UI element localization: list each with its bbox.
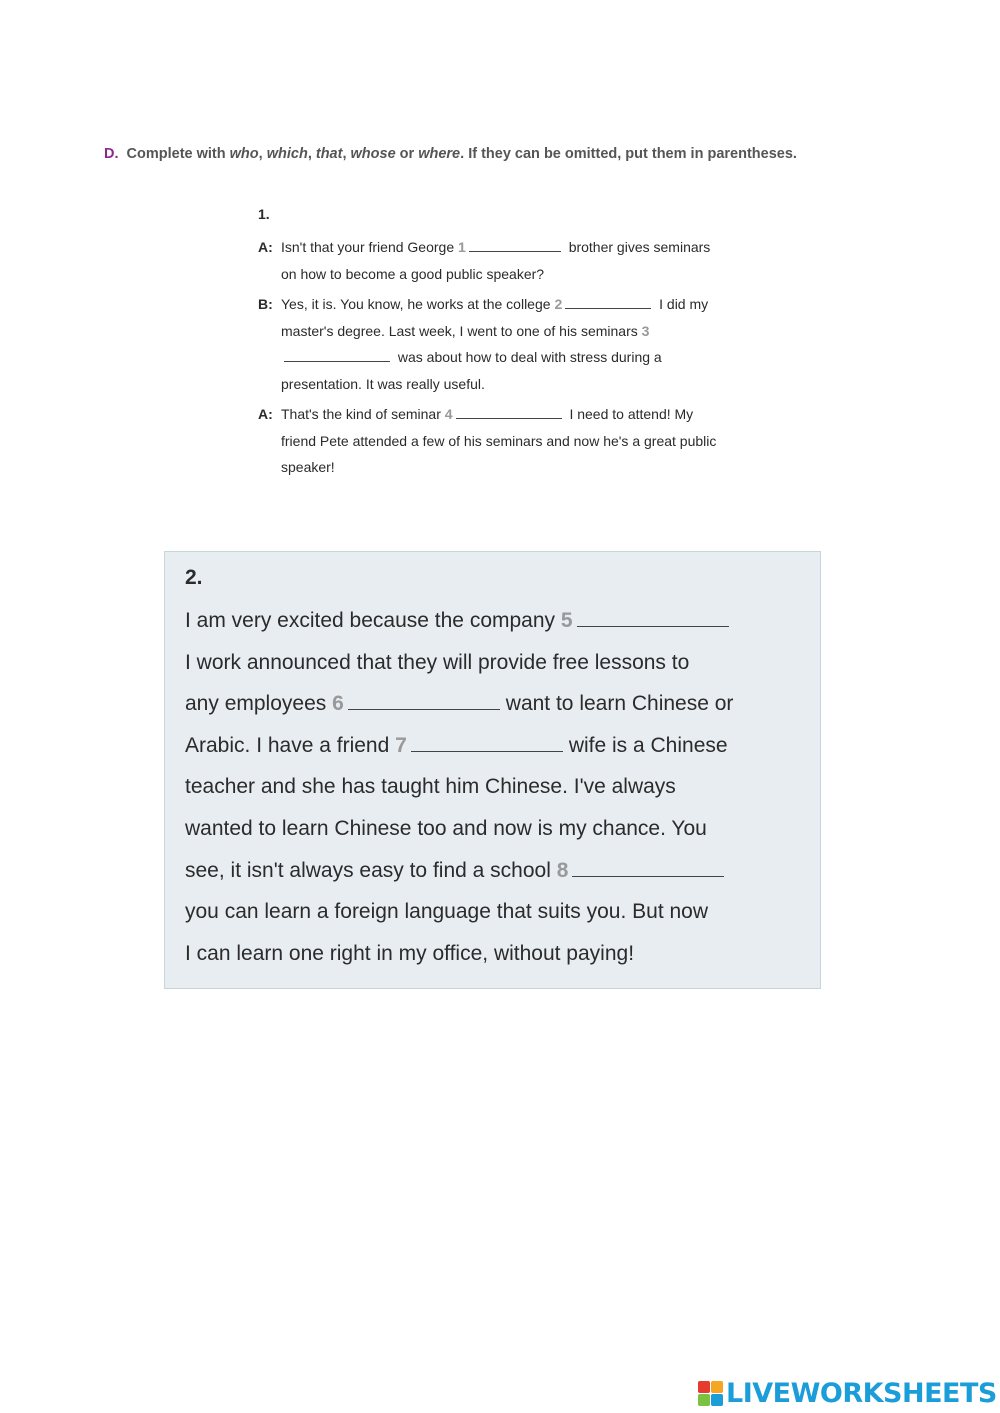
logo-square xyxy=(711,1381,723,1393)
logo-square xyxy=(698,1381,710,1393)
dialogue-turn: B: Yes, it is. You know, he works at the college 2 I did my master's degree. Last week, I went to one of his seminars 3 was about how to deal with stress during a presentation. It was really useful. xyxy=(258,291,718,397)
answer-blank-5[interactable] xyxy=(577,608,729,627)
answer-blank-6[interactable] xyxy=(348,691,500,710)
answer-blank-2[interactable] xyxy=(565,294,651,309)
exercise-2-box xyxy=(164,551,821,989)
logo-text: LIVEWORKSHEETS xyxy=(726,1377,997,1409)
dialogue-turn: A: That's the kind of seminar 4 I need to attend! My friend Pete attended a few of his seminars and now he's a great public speaker! xyxy=(258,401,718,481)
text-line: I am very excited because the company 5 xyxy=(185,600,800,642)
text-line: teacher and she has taught him Chinese. I've always xyxy=(185,775,676,799)
exercise-1-dialogue xyxy=(258,206,718,485)
gap-number: 3 xyxy=(641,322,650,339)
text-line: wanted to learn Chinese too and now is my chance. You xyxy=(185,816,707,840)
text-line: I can learn one right in my office, without paying! xyxy=(185,941,635,965)
answer-blank-8[interactable] xyxy=(572,858,724,877)
speaker-label: A: xyxy=(258,406,273,422)
answer-blank-7[interactable] xyxy=(411,733,563,752)
answer-blank-3[interactable] xyxy=(284,347,390,362)
gap-number: 7 xyxy=(395,733,407,757)
exercise-number: 2. xyxy=(185,566,203,589)
liveworksheets-logo xyxy=(698,1378,997,1408)
gap-number: 6 xyxy=(332,692,344,716)
answer-blank-4[interactable] xyxy=(456,404,562,419)
answer-blank-1[interactable] xyxy=(469,237,561,252)
section-letter: D. xyxy=(104,146,119,162)
exercise-instruction: D. Complete with who, which, that, whose or where. If they can be omitted, put them in parentheses. xyxy=(104,146,797,162)
speaker-label: A: xyxy=(258,239,273,255)
text-line: I work announced that they will provide free lessons to xyxy=(185,650,690,674)
text-line: see, it isn't always easy to find a school 8 xyxy=(185,850,800,892)
logo-icon xyxy=(698,1381,723,1406)
text-line: Arabic. I have a friend 7 wife is a Chinese xyxy=(185,733,728,757)
gap-number: 4 xyxy=(444,406,453,422)
logo-square xyxy=(698,1394,710,1406)
gap-number: 8 xyxy=(556,858,569,882)
gap-number: 1 xyxy=(458,239,466,255)
logo-square xyxy=(711,1394,723,1406)
dialogue-turn: A: Isn't that your friend George 1 brother gives seminars on how to become a good public speaker? xyxy=(258,234,718,287)
gap-number: 5 xyxy=(560,609,573,632)
speaker-label: B: xyxy=(258,296,273,312)
text-line: any employees 6 want to learn Chinese or xyxy=(185,692,734,716)
gap-number: 2 xyxy=(554,296,563,312)
exercise-number: 1. xyxy=(258,206,270,222)
text-line: you can learn a foreign language that suits you. But now xyxy=(185,900,709,924)
